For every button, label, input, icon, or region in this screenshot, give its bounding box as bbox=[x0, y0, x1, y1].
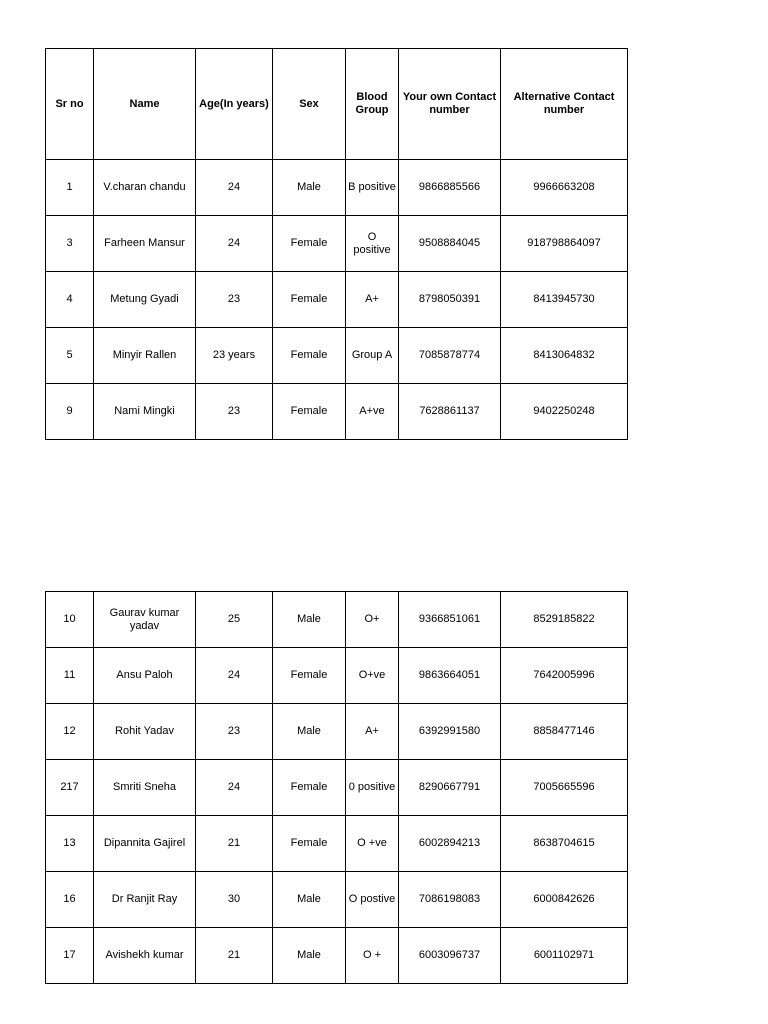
cell-own-contact: 9366851061 bbox=[399, 592, 501, 648]
cell-own-contact: 8290667791 bbox=[399, 760, 501, 816]
cell-own-contact: 8798050391 bbox=[399, 272, 501, 328]
cell-own-contact: 6003096737 bbox=[399, 928, 501, 984]
cell-sr-no: 10 bbox=[46, 592, 94, 648]
cell-sex: Female bbox=[273, 648, 346, 704]
cell-own-contact: 6392991580 bbox=[399, 704, 501, 760]
cell-sr-no: 1 bbox=[46, 160, 94, 216]
cell-name: Dr Ranjit Ray bbox=[94, 872, 196, 928]
cell-blood-group: O+ve bbox=[346, 648, 399, 704]
cell-alt-contact: 6001102971 bbox=[501, 928, 628, 984]
cell-blood-group: O postive bbox=[346, 872, 399, 928]
cell-age: 24 bbox=[196, 760, 273, 816]
contacts-table-top bbox=[45, 48, 628, 440]
cell-name: V.charan chandu bbox=[94, 160, 196, 216]
cell-age: 24 bbox=[196, 216, 273, 272]
table-header-row bbox=[46, 49, 628, 160]
cell-age: 23 bbox=[196, 704, 273, 760]
cell-name: Minyir Rallen bbox=[94, 328, 196, 384]
cell-sex: Female bbox=[273, 816, 346, 872]
cell-sr-no: 12 bbox=[46, 704, 94, 760]
cell-alt-contact: 8413945730 bbox=[501, 272, 628, 328]
cell-alt-contact: 8413064832 bbox=[501, 328, 628, 384]
header-name: Name bbox=[94, 49, 196, 160]
cell-age: 23 bbox=[196, 384, 273, 440]
cell-own-contact: 7085878774 bbox=[399, 328, 501, 384]
cell-blood-group: 0 positive bbox=[346, 760, 399, 816]
header-sex: Sex bbox=[273, 49, 346, 160]
cell-own-contact: 9508884045 bbox=[399, 216, 501, 272]
cell-own-contact: 7628861137 bbox=[399, 384, 501, 440]
table-row bbox=[46, 272, 628, 328]
cell-sr-no: 13 bbox=[46, 816, 94, 872]
cell-alt-contact: 8529185822 bbox=[501, 592, 628, 648]
cell-alt-contact: 7642005996 bbox=[501, 648, 628, 704]
cell-blood-group: O + bbox=[346, 928, 399, 984]
cell-age: 24 bbox=[196, 160, 273, 216]
cell-name: Smriti Sneha bbox=[94, 760, 196, 816]
table-row bbox=[46, 760, 628, 816]
table-row bbox=[46, 872, 628, 928]
cell-sr-no: 11 bbox=[46, 648, 94, 704]
table-row bbox=[46, 928, 628, 984]
header-sr-no: Sr no bbox=[46, 49, 94, 160]
cell-age: 24 bbox=[196, 648, 273, 704]
cell-blood-group: Group A bbox=[346, 328, 399, 384]
cell-alt-contact: 8638704615 bbox=[501, 816, 628, 872]
cell-sr-no: 16 bbox=[46, 872, 94, 928]
cell-alt-contact: 9402250248 bbox=[501, 384, 628, 440]
cell-sex: Male bbox=[273, 592, 346, 648]
cell-name: Farheen Mansur bbox=[94, 216, 196, 272]
cell-sr-no: 217 bbox=[46, 760, 94, 816]
cell-sex: Male bbox=[273, 928, 346, 984]
cell-name: Metung Gyadi bbox=[94, 272, 196, 328]
cell-name: Rohit Yadav bbox=[94, 704, 196, 760]
cell-sex: Male bbox=[273, 872, 346, 928]
cell-sex: Female bbox=[273, 272, 346, 328]
contacts-table-bottom bbox=[45, 591, 628, 984]
cell-own-contact: 9863664051 bbox=[399, 648, 501, 704]
cell-sex: Female bbox=[273, 328, 346, 384]
cell-own-contact: 6002894213 bbox=[399, 816, 501, 872]
cell-blood-group: O positive bbox=[346, 216, 399, 272]
cell-blood-group: O +ve bbox=[346, 816, 399, 872]
cell-age: 30 bbox=[196, 872, 273, 928]
table-row bbox=[46, 592, 628, 648]
cell-sr-no: 17 bbox=[46, 928, 94, 984]
cell-age: 21 bbox=[196, 816, 273, 872]
cell-name: Dipannita Gajirel bbox=[94, 816, 196, 872]
cell-sr-no: 9 bbox=[46, 384, 94, 440]
cell-alt-contact: 9966663208 bbox=[501, 160, 628, 216]
header-alt-contact: Alternative Contact number bbox=[501, 49, 628, 160]
header-blood-group: Blood Group bbox=[346, 49, 399, 160]
cell-sex: Male bbox=[273, 704, 346, 760]
cell-alt-contact: 7005665596 bbox=[501, 760, 628, 816]
table-row bbox=[46, 384, 628, 440]
cell-name: Avishekh kumar bbox=[94, 928, 196, 984]
cell-sr-no: 5 bbox=[46, 328, 94, 384]
cell-alt-contact: 8858477146 bbox=[501, 704, 628, 760]
table-row bbox=[46, 648, 628, 704]
cell-blood-group: O+ bbox=[346, 592, 399, 648]
cell-own-contact: 7086198083 bbox=[399, 872, 501, 928]
cell-age: 21 bbox=[196, 928, 273, 984]
cell-blood-group: A+ bbox=[346, 704, 399, 760]
cell-sex: Female bbox=[273, 760, 346, 816]
cell-age: 25 bbox=[196, 592, 273, 648]
table-row bbox=[46, 216, 628, 272]
header-age: Age(In years) bbox=[196, 49, 273, 160]
cell-sex: Male bbox=[273, 160, 346, 216]
cell-age: 23 bbox=[196, 272, 273, 328]
table-row bbox=[46, 816, 628, 872]
cell-sex: Female bbox=[273, 216, 346, 272]
table-row bbox=[46, 328, 628, 384]
header-own-contact: Your own Contact number bbox=[399, 49, 501, 160]
cell-blood-group: A+ve bbox=[346, 384, 399, 440]
cell-sr-no: 3 bbox=[46, 216, 94, 272]
table-row bbox=[46, 160, 628, 216]
cell-name: Gaurav kumar yadav bbox=[94, 592, 196, 648]
cell-name: Nami Mingki bbox=[94, 384, 196, 440]
cell-name: Ansu Paloh bbox=[94, 648, 196, 704]
cell-sex: Female bbox=[273, 384, 346, 440]
cell-sr-no: 4 bbox=[46, 272, 94, 328]
cell-blood-group: B positive bbox=[346, 160, 399, 216]
table-row bbox=[46, 704, 628, 760]
cell-blood-group: A+ bbox=[346, 272, 399, 328]
cell-alt-contact: 6000842626 bbox=[501, 872, 628, 928]
cell-age: 23 years bbox=[196, 328, 273, 384]
cell-own-contact: 9866885566 bbox=[399, 160, 501, 216]
cell-alt-contact: 918798864097 bbox=[501, 216, 628, 272]
